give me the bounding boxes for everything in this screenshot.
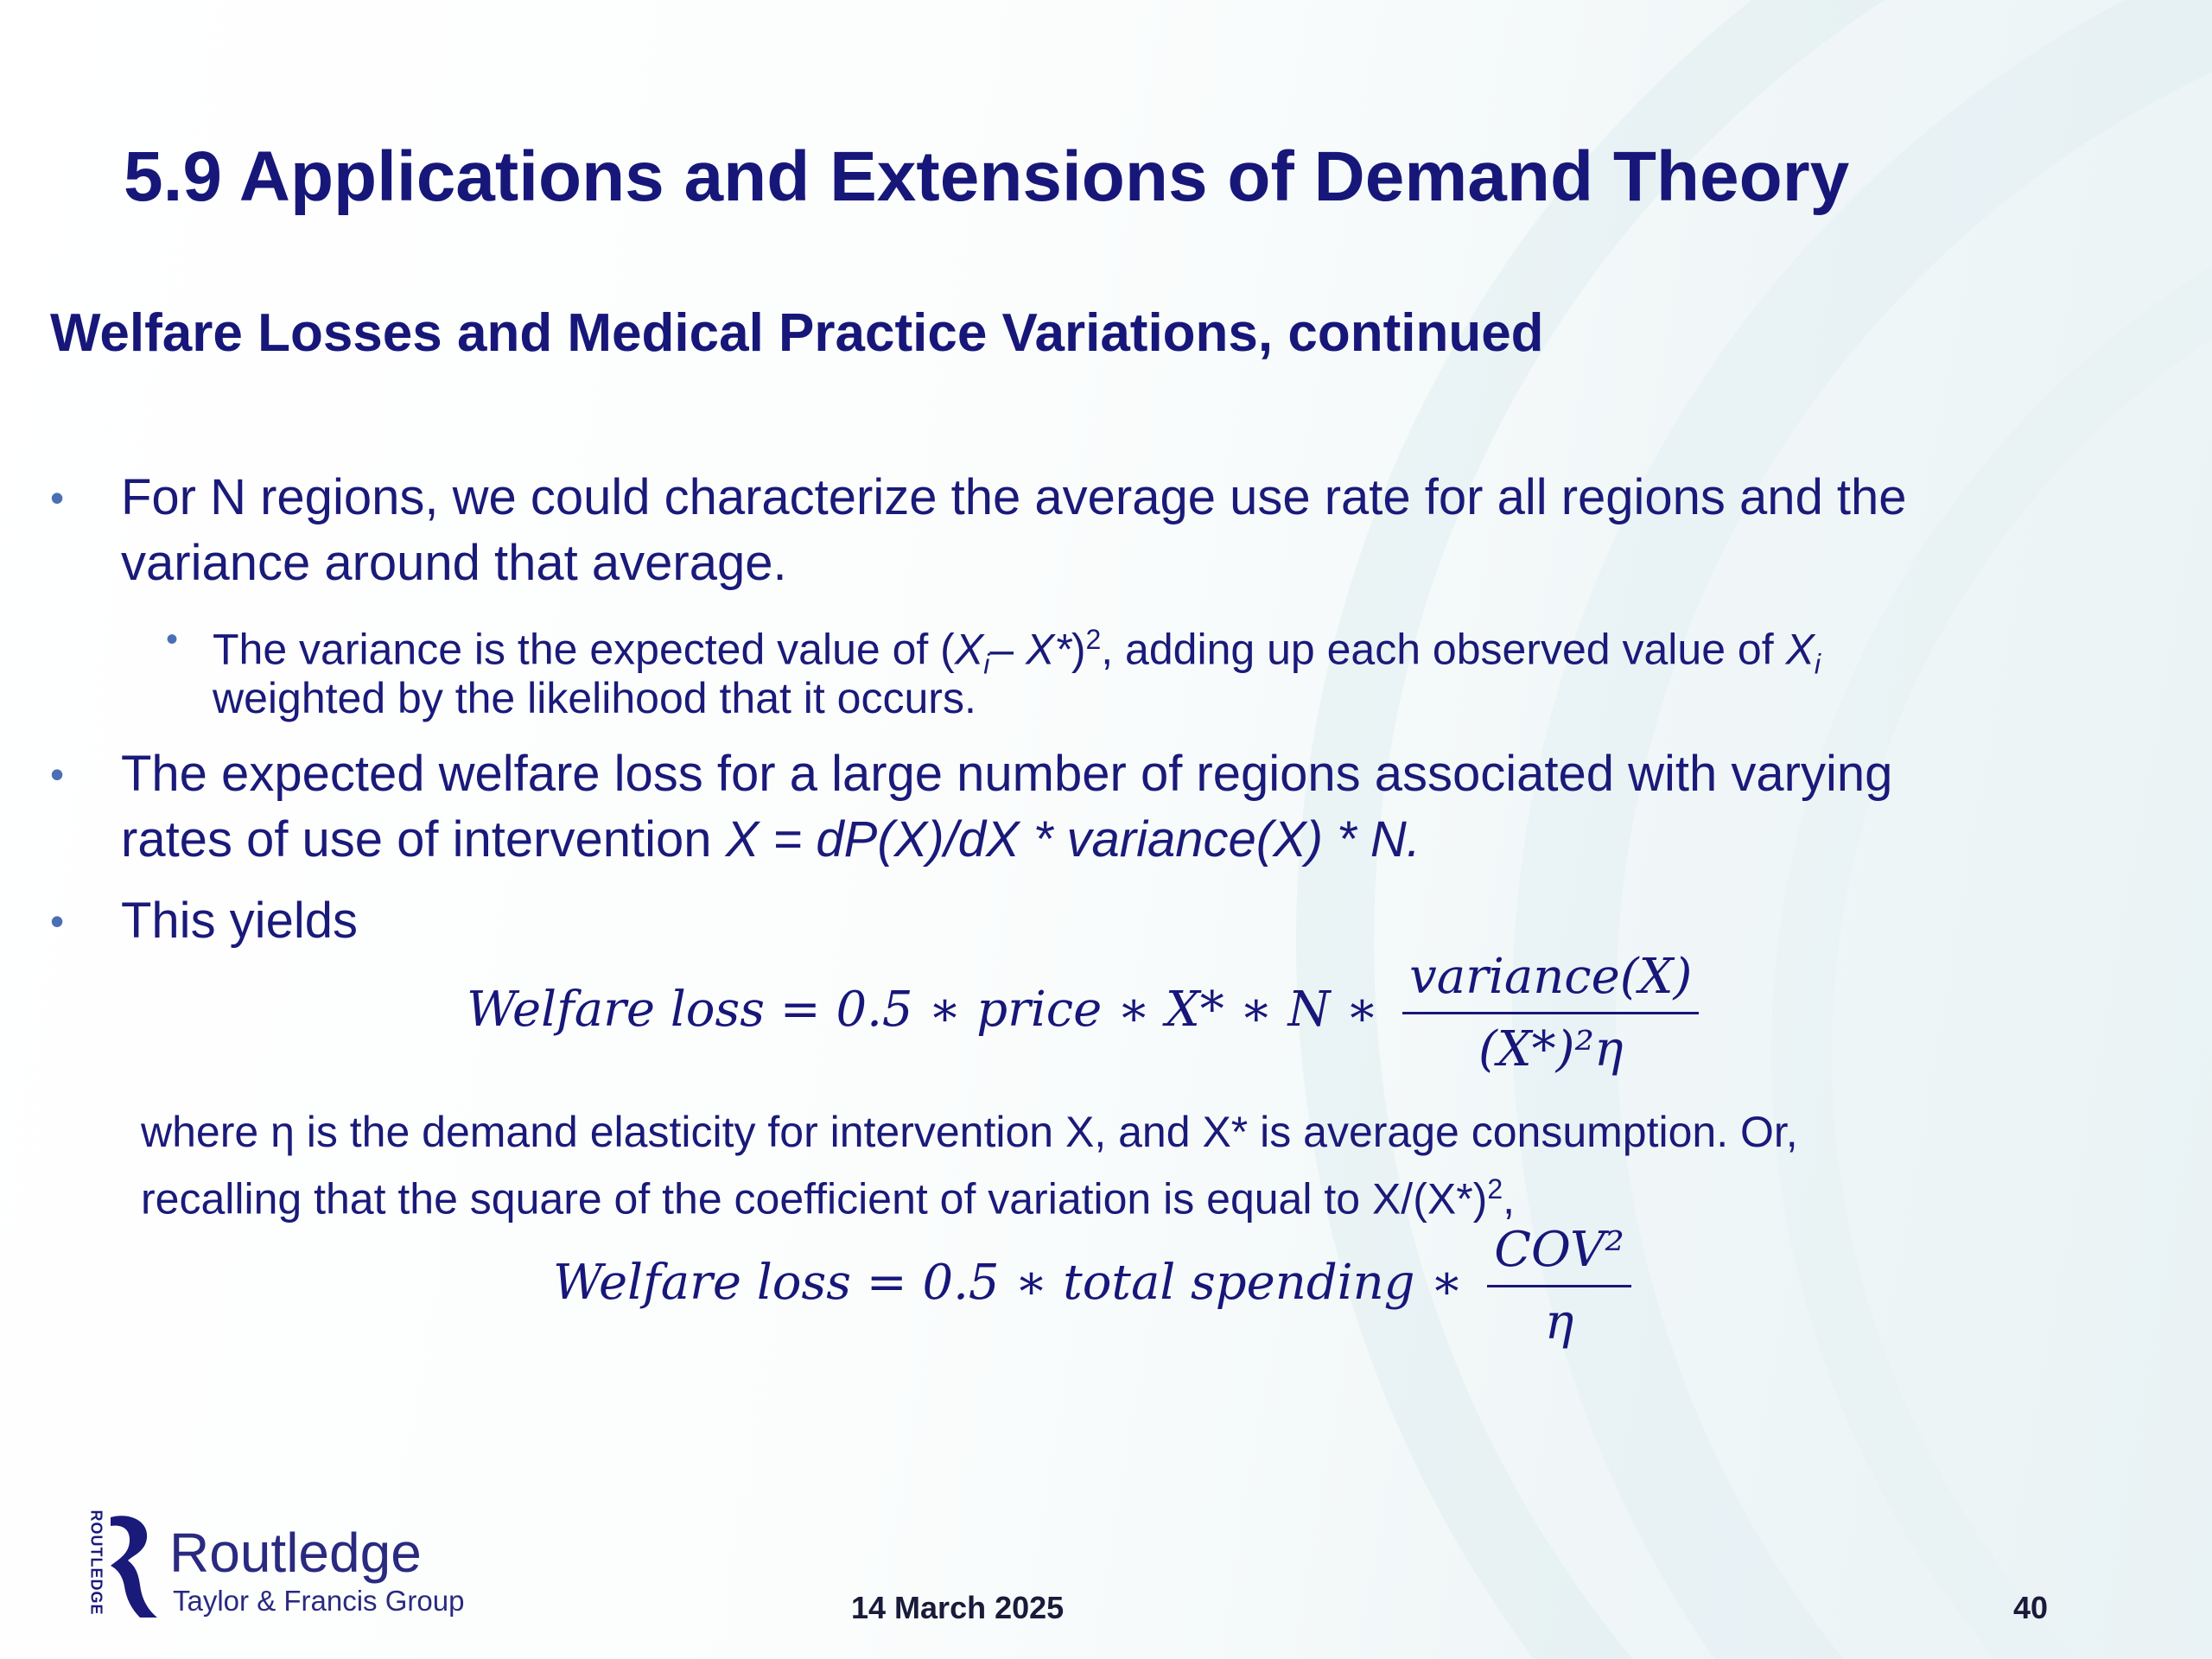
math-var: X (954, 625, 984, 674)
bullet-text: variance around that average. (121, 535, 787, 591)
math-expression: X = dP(X)/dX * variance(X) * N. (725, 811, 1421, 868)
bullet-text: The expected welfare loss for a large number of regions associated with varying (121, 746, 1893, 802)
bullet-icon: • (50, 475, 65, 520)
formula-lhs: Welfare loss = 0.5 ∗ total spending ∗ (553, 1255, 1464, 1311)
slide-date: 14 March 2025 (851, 1590, 1065, 1625)
logo-brand: Routledge (169, 1522, 422, 1584)
formula-fraction (1402, 949, 1699, 1077)
slide-title: 5.9 Applications and Extensions of Demand Theory (124, 137, 1850, 216)
fraction-denominator: (X*)²η (1478, 1021, 1624, 1077)
text-run: rates of use of intervention (121, 811, 726, 868)
routledge-logo (76, 1509, 467, 1624)
text-run: The variance is the expected value of ( (213, 625, 955, 674)
math-superscript: 2 (1487, 1173, 1503, 1205)
fraction-numerator: COV² (1487, 1222, 1631, 1287)
text-run: recalling that the square of the coefficient of variation is equal to X/(X*) (141, 1174, 1488, 1224)
bullet-text (121, 807, 1421, 873)
text-run: – (989, 625, 1026, 674)
formula-fraction (1487, 1222, 1631, 1351)
welfare-loss-formula (467, 949, 1699, 1077)
math-subscript: i (1814, 648, 1821, 680)
text-run: ) (1071, 625, 1086, 674)
bullet-icon: • (166, 620, 179, 658)
math-subscript: i (983, 648, 990, 680)
fraction-denominator: η (1544, 1294, 1574, 1351)
text-run: , adding up each observed value of (1101, 625, 1786, 674)
welfare-loss-cov-formula (553, 1222, 1631, 1351)
fraction-numerator: variance(X) (1402, 949, 1699, 1014)
logo-vertical-text: ROUTLEDGE (87, 1510, 105, 1616)
bullet-icon: • (50, 899, 65, 944)
bullet-text: This yields (121, 893, 358, 949)
where-text-line2 (141, 1160, 1515, 1229)
logo-group: Taylor & Francis Group (173, 1585, 465, 1617)
sub-bullet-text: weighted by the likelihood that it occurs. (213, 674, 976, 722)
math-superscript: 2 (1085, 624, 1102, 655)
bullet-icon: • (50, 752, 65, 797)
where-text-line1: where η is the demand elasticity for intervention X, and X* is average consumption. Or, (141, 1108, 1798, 1156)
math-var: X (1785, 625, 1815, 674)
bullet-text: For N regions, we could characterize the average use rate for all regions and the (121, 469, 1907, 525)
slide-subtitle: Welfare Losses and Medical Practice Variations, continued (50, 303, 1544, 363)
formula-lhs: Welfare loss = 0.5 ∗ price ∗ X* ∗ N ∗ (467, 982, 1379, 1038)
math-var: X* (1026, 625, 1071, 674)
routledge-head-icon (95, 1512, 164, 1621)
slide-page-number: 40 (2013, 1590, 2049, 1625)
text-run: , (1503, 1174, 1516, 1224)
